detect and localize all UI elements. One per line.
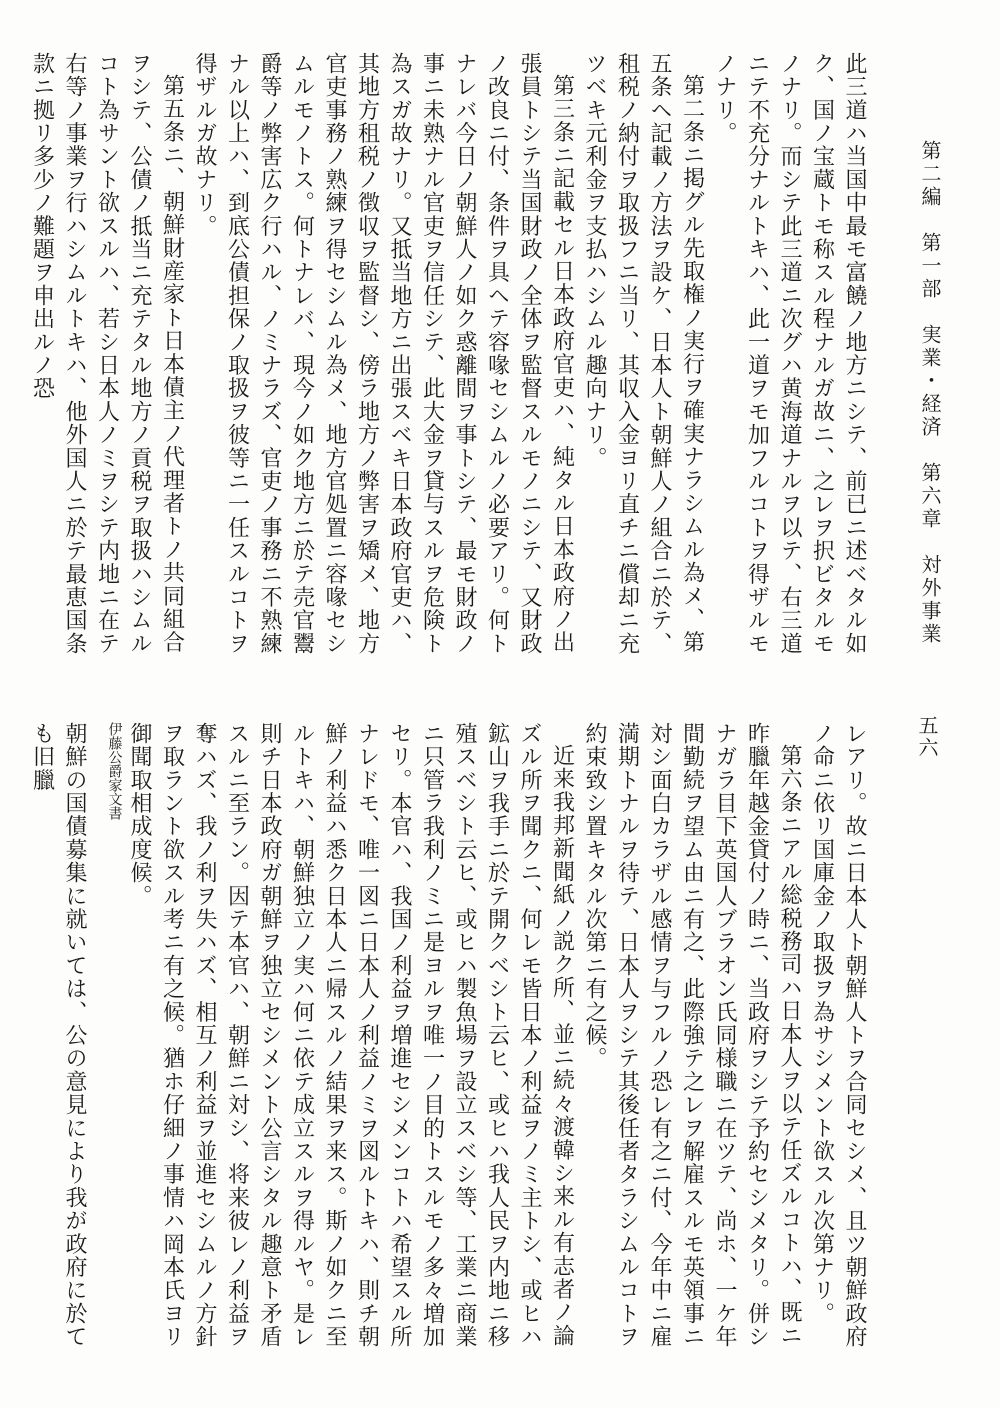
paragraph: 近来我邦新聞紙ノ説ク所、並ニ続々渡韓シ来ル有志者ノ論ズル所ヲ聞クニ、何レモ皆日本ノ利益ヲノミ主トシ、或ヒハ鉱山ヲ我手ニ於テ開クベシト云ヒ、或ヒハ我人民ヲ内地ニ移殖スベシト云ヒ、或ヒハ製魚場ヲ設立スベシ等、工業ニ商業ニ只管ラ我利ノミニ是ヨルヲ唯一ノ目的トスルモノ多々増加セリ。本官ハ、我国ノ利益ヲ増進セシメンコトハ希望スル所ナレドモ、唯一図ニ日本人ノ利益ノミヲ図ルトキハ、則チ朝鮮ノ利益ハ悉ク日本人ニ帰スルノ結果ヲ来ス。斯ノ如クニ至ルトキハ、朝鮮独立ノ実ハ何ニ依テ成立スルヲ得ルヤ。是レ則チ日本政府ガ朝鮮ヲ独立セシメント公言シタル趣意ト矛盾スルニ至ラン。因テ本官ハ、朝鮮ニ対シ、将来彼レノ利益ヲ奪ハズ、我ノ利ヲ失ハズ、相互ノ利益ヲ並進セシムルノ方針ヲ取ラント欲スル考ニ有之候。猶ホ仔細ノ事情ハ岡本氏ヨリ御聞取相成度候。 <box>127 722 575 1349</box>
running-head: 第二編 第一部 実業・経済 第六章 対外事業 <box>918 140 942 646</box>
paragraph: 此三道ハ当国中最モ富饒ノ地方ニシテ、前已ニ述ベタル如ク、国ノ宝蔵トモ称スル程ナルガ故ニ、之レヲ択ビタルモノナリ。而シテ此三道ニ次グハ黄海道ナルヲ以テ、右三道ニテ不充分ナルトキハ、此一道ヲモ加フルコトヲ得ザルモノナリ。 <box>712 52 867 656</box>
source-signature <box>90 722 123 1352</box>
paragraph: 第五条ニ、朝鮮財産家ト日本債主ノ代理者トノ共同組合ヲシテ、公債ノ抵当ニ充テタル地方ノ貢税ヲ取扱ハシムルコト為サント欲スルハ、若シ日本人ノミヲシテ内地ニ在テ右等ノ事業ヲ行ハシムルトキハ、他外国人ニ於テ最恵国条款ニ拠リ多少ノ難題ヲ申出ルノ恐 <box>29 52 185 656</box>
signature-text: 伊藤公爵家文書 <box>106 722 123 820</box>
paragraph: レアリ。故ニ日本人ト朝鮮人トヲ合同セシメ、且ツ朝鮮政府ノ命ニ依リ国庫金ノ取扱ヲ為サシメント欲スル次第ナリ。 <box>809 722 867 1349</box>
page-number: 五六 <box>915 715 939 759</box>
upper-text-block <box>29 52 870 672</box>
closing-line: 朝鮮の国債募集に就いては、公の意見により我が政府に於ても旧臘 <box>29 722 87 1349</box>
paragraph: 第二条ニ掲グル先取権ノ実行ヲ確実ナラシムル為メ、第五条ヘ記載ノ方法ヲ設ケ、日本人ト朝鮮人ノ組合ニ於テ、租税ノ納付ヲ取扱フニ当リ、其収入金ヨリ直チニ償却ニ充ツベキ元利金ヲ支払ハシムル趣向ナリ。 <box>582 52 705 656</box>
paragraph: 第六条ニアル総税務司ハ日本人ヲ以テ任ズルコトハ、既ニ昨臘年越金貸付ノ時ニ、当政府ヲシテ予約セシメタリ。併シナガラ目下英国人ブラオン氏同様職ニ在ツテ、尚ホ、一ケ年間勤続ヲ望ム由ニ有之、此際強テ之レヲ解雇スルモ英領事ニ対シ面白カラザル感情ヲ与フルノ恐レ有之ニ付、今年中ニ雇満期トナルヲ待テ、日本人ヲシテ其後任者タラシムルコトヲ約束致シ置キタル次第ニ有之候。 <box>582 722 802 1349</box>
lower-text-block <box>29 722 870 1352</box>
paragraph: 第三条ニ記載セル日本政府官吏ハ、純タル日本政府ノ出張員トシテ当国財政ノ全体ヲ監督スルモノニシテ、又財政ノ改良ニ付、条件ヲ具ヘテ容喙セシムルノ必要アリ。何トナレバ今日ノ朝鮮人ノ如ク惑離間ヲ事トシテ、最モ財政ノ事ニ未熟ナル官吏ヲ信任シテ、此大金ヲ貸与スルヲ危険ト為スガ故ナリ。又抵当地方ニ出張スベキ日本政府官吏ハ、其地方租税ノ徴収ヲ監督シ、傍ラ地方ノ弊害ヲ矯メ、地方官吏事務ノ熟練ヲ得セシムル為メ、地方官処置ニ容喙セシムルモノトス。何トナレバ、現今ノ如ク地方ニ於テ売官鬻爵等ノ弊害広ク行ハル、ノミナラズ、官吏ノ事務ニ不熟練ナル以上ハ、到底公債担保ノ取扱ヲ彼等ニ一任スルコトヲ得ザルガ故ナリ。 <box>192 52 575 656</box>
